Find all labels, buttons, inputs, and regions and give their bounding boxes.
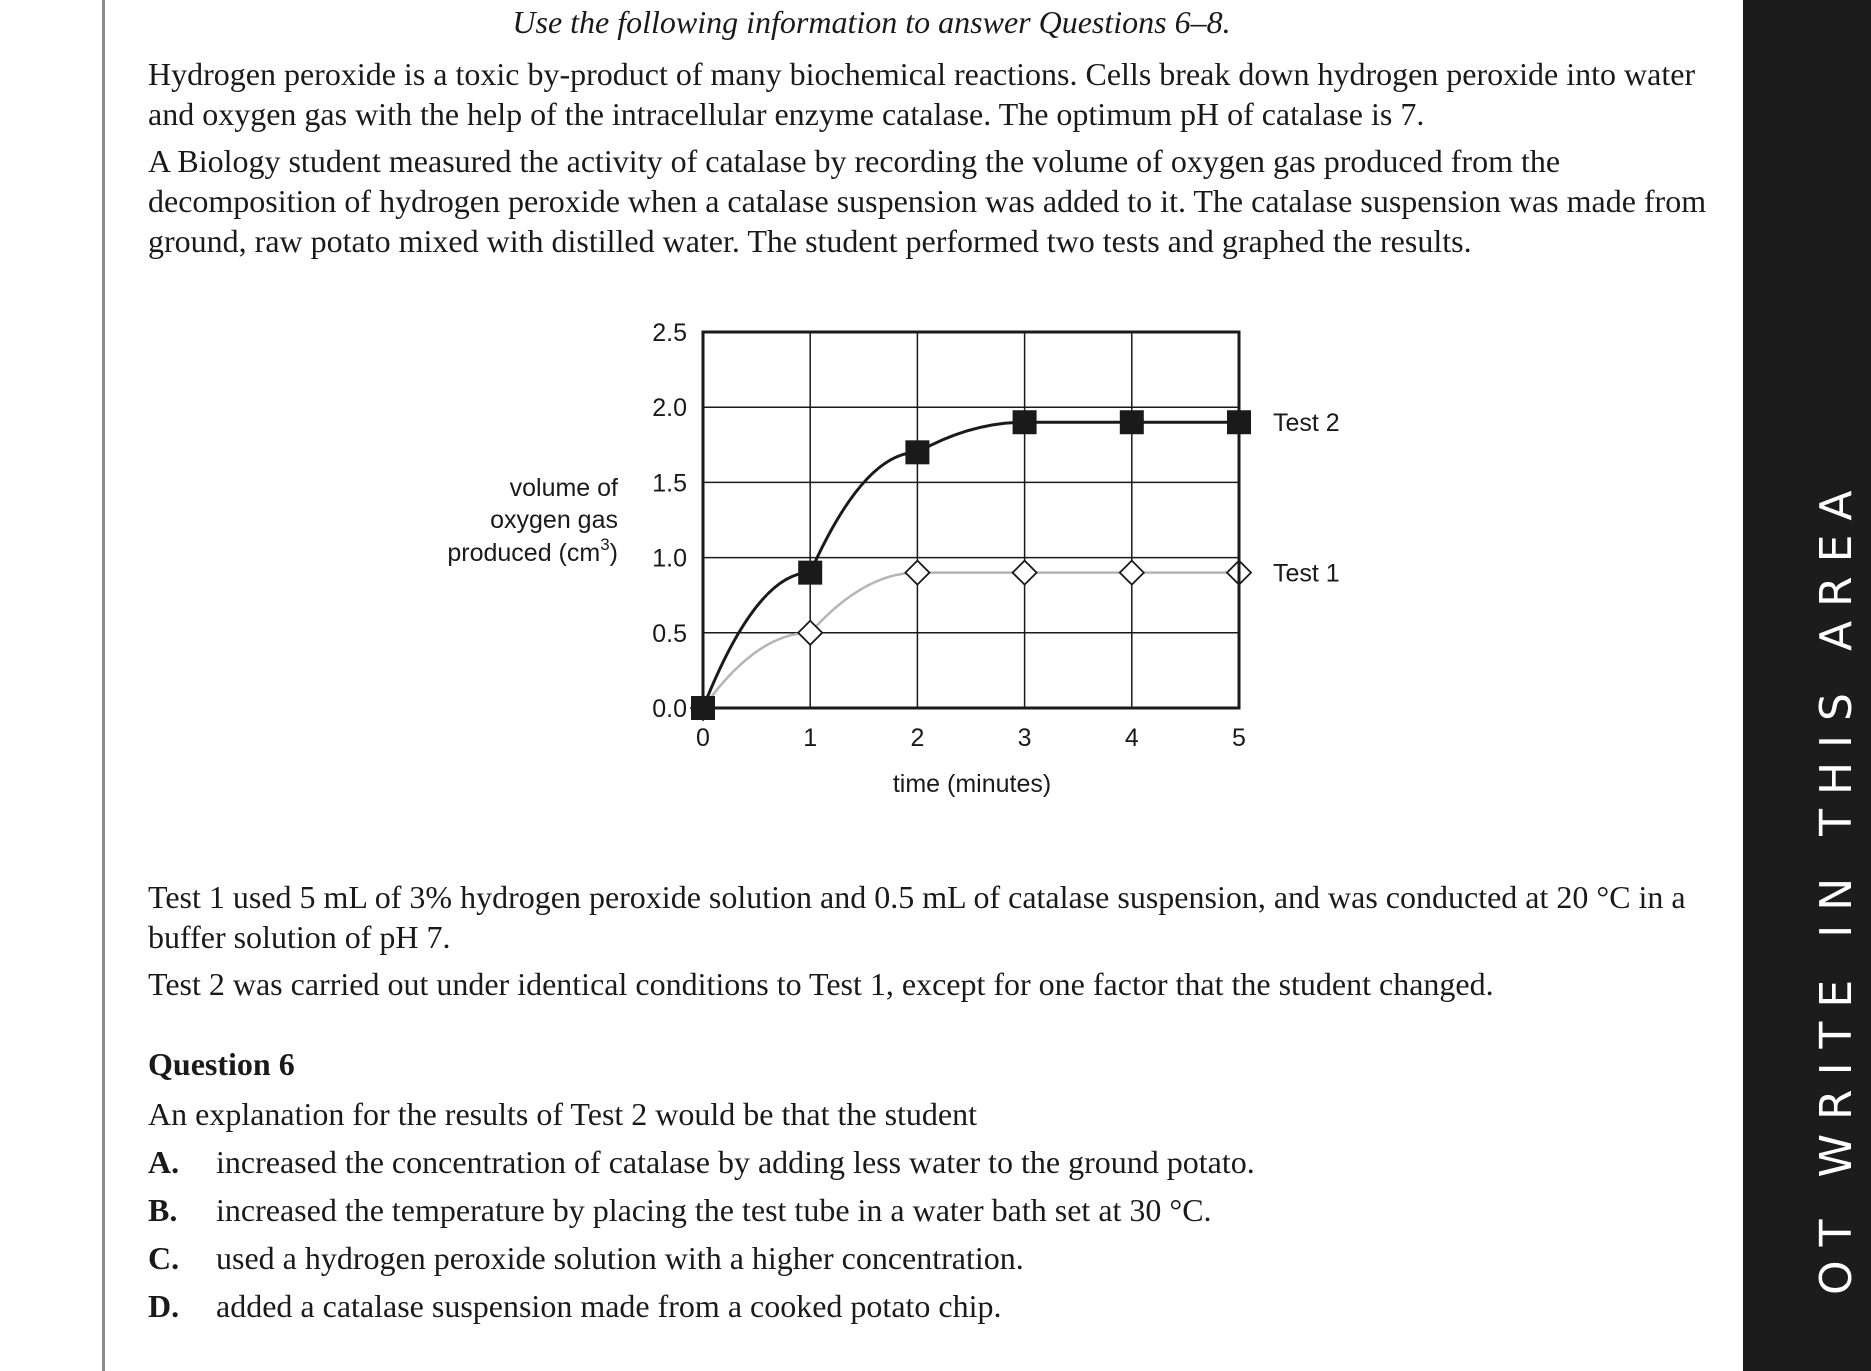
y-axis-label-line-1: volume of <box>509 474 618 502</box>
intro-paragraph-1: Hydrogen peroxide is a toxic by-product of many biochemical reactions. Cells break down hydrogen peroxide into water and oxygen gas with the help of the intracellular enzyme catalase. The optimum pH of catalase is 7. <box>148 56 1696 132</box>
series-label-test-1: Test 1 <box>1273 559 1340 588</box>
option-c-letter: C. <box>148 1240 180 1276</box>
y-axis-label <box>447 474 618 567</box>
data-point-test-2 <box>1120 410 1144 434</box>
chart-ticks <box>652 319 1246 752</box>
question-set-header: Use the following information to answer Questions 6–8. <box>512 4 1231 40</box>
data-point-test-2 <box>1013 410 1037 434</box>
series-label-test-2: Test 2 <box>1273 409 1340 438</box>
series-line-test-1 <box>703 573 1239 708</box>
plot-frame <box>703 332 1239 708</box>
y-axis-label-unit-exponent: 3 <box>600 535 610 554</box>
data-point-test-1 <box>905 561 929 585</box>
data-point-test-2 <box>905 440 929 464</box>
y-tick-label: 1.5 <box>652 469 687 498</box>
y-tick-label: 2.5 <box>652 319 687 347</box>
y-axis-label-line-3 <box>447 535 618 567</box>
x-tick-label: 2 <box>910 724 925 752</box>
y-axis-label-unit-text: produced (cm <box>447 539 601 567</box>
option-b-letter: B. <box>148 1192 178 1228</box>
x-tick-label: 4 <box>1124 724 1139 752</box>
option-d-text: added a catalase suspension made from a cooked potato chip. <box>216 1288 1002 1324</box>
x-tick-label: 3 <box>1017 724 1032 752</box>
chart-series <box>691 409 1340 720</box>
option-d-letter: D. <box>148 1288 180 1324</box>
y-axis-label-line-2: oxygen gas <box>490 506 618 534</box>
y-tick-label: 0.5 <box>652 619 687 648</box>
data-point-test-1 <box>1120 561 1144 585</box>
option-c-text: used a hydrogen peroxide solution with a higher concentration. <box>216 1240 1024 1276</box>
test-1-description: Test 1 used 5 mL of 3% hydrogen peroxide solution and 0.5 mL of catalase suspension, and was conducted at 20 °C in a buffer solution of pH 7. <box>148 879 1686 955</box>
x-tick-label: 0 <box>696 724 710 752</box>
data-point-test-1 <box>1013 561 1037 585</box>
question-stem: An explanation for the results of Test 2 would be that the student <box>148 1096 977 1132</box>
x-axis-label: time (minutes) <box>892 770 1052 798</box>
y-tick-label: 0.0 <box>652 695 687 723</box>
x-tick-label: 5 <box>1232 724 1246 752</box>
question-title: Question 6 <box>148 1046 295 1082</box>
test-2-description: Test 2 was carried out under identical conditions to Test 1, except for one factor that the student changed. <box>148 966 1494 1002</box>
y-tick-label: 2.0 <box>652 394 687 423</box>
intro-paragraph-2: A Biology student measured the activity of catalase by recording the volume of oxygen gas produced from the decomposition of hydrogen peroxide when a catalase suspension was added to it. The catalase suspension was made from ground, raw potato mixed with distilled water. The student performed two tests and graphed the results. <box>148 143 1707 259</box>
option-a-text: increased the concentration of catalase by adding less water to the ground potato. <box>216 1144 1255 1180</box>
data-point-test-2 <box>798 561 822 585</box>
y-axis-label-unit-close: ) <box>609 539 618 567</box>
option-a-letter: A. <box>148 1144 180 1180</box>
x-tick-label: 1 <box>803 724 818 752</box>
y-tick-label: 1.0 <box>652 544 687 573</box>
option-b-text: increased the temperature by placing the test tube in a water bath set at 30 °C. <box>216 1192 1212 1228</box>
series-line-test-2 <box>703 422 1239 708</box>
do-not-write-notice: OT WRITE IN THIS AREA <box>1811 476 1862 1295</box>
chart-grid <box>703 332 1239 708</box>
